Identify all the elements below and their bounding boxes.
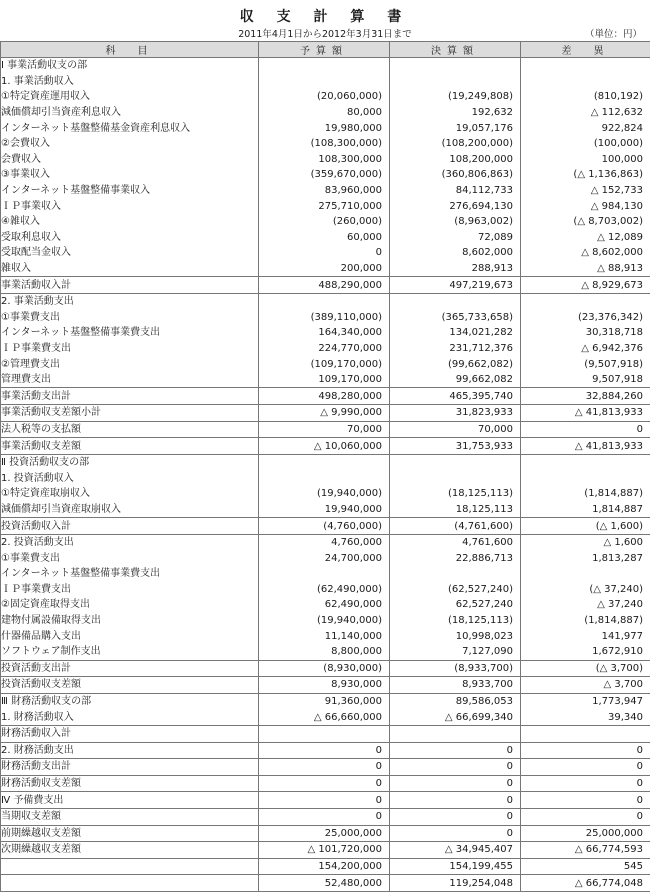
table-row xyxy=(1,310,650,326)
row-label: ＩＰ事業費支出 xyxy=(1,582,259,598)
row-label: インターネット基盤整備基金資産利息収入 xyxy=(1,120,259,136)
row-label: Ⅳ 予備費支出 xyxy=(1,792,259,809)
row-difference: △ 66,774,048 xyxy=(521,875,650,892)
table-row xyxy=(1,341,650,357)
header-actual: 決算額 xyxy=(390,42,521,58)
table-row xyxy=(1,792,650,809)
table-row xyxy=(1,644,650,660)
table-row xyxy=(1,261,650,277)
table-row xyxy=(1,550,650,566)
row-label: ③事業収入 xyxy=(1,167,259,183)
row-actual: (18,125,113) xyxy=(390,613,521,629)
row-difference xyxy=(521,454,650,470)
row-budget: △ 10,060,000 xyxy=(259,438,390,455)
row-label: 投資活動収入計 xyxy=(1,518,259,535)
row-actual: △ 66,699,340 xyxy=(390,709,521,725)
row-label: 雑収入 xyxy=(1,261,259,277)
row-budget: 11,140,000 xyxy=(259,628,390,644)
row-difference: 9,507,918 xyxy=(521,372,650,388)
unit-note: （単位：円） xyxy=(585,26,642,40)
row-difference: (23,376,342) xyxy=(521,310,650,326)
row-budget: 0 xyxy=(259,742,390,759)
row-label: ①事業費支出 xyxy=(1,550,259,566)
row-actual: 99,662,082 xyxy=(390,372,521,388)
row-budget: 0 xyxy=(259,245,390,261)
table-row xyxy=(1,875,650,892)
table-row xyxy=(1,421,650,438)
table-row xyxy=(1,198,650,214)
table-row xyxy=(1,325,650,341)
row-budget xyxy=(259,293,390,309)
table-row xyxy=(1,167,650,183)
row-actual: 0 xyxy=(390,792,521,809)
row-difference: 1,672,910 xyxy=(521,644,650,660)
table-row xyxy=(1,372,650,388)
row-label: 事業活動収支差額小計 xyxy=(1,405,259,422)
table-row xyxy=(1,214,650,230)
row-budget: 25,000,000 xyxy=(259,825,390,842)
row-actual: 8,933,700 xyxy=(390,677,521,694)
row-difference: △ 12,089 xyxy=(521,230,650,246)
row-difference: 0 xyxy=(521,759,650,776)
row-actual: (8,963,002) xyxy=(390,214,521,230)
table-row xyxy=(1,152,650,168)
row-actual: 288,913 xyxy=(390,261,521,277)
row-difference: 1,814,887 xyxy=(521,502,650,518)
table-row xyxy=(1,518,650,535)
row-label: 事業活動収入計 xyxy=(1,277,259,294)
row-difference: (△ 37,240) xyxy=(521,582,650,598)
row-difference: △ 6,942,376 xyxy=(521,341,650,357)
row-difference: (100,000) xyxy=(521,136,650,152)
table-row xyxy=(1,582,650,598)
row-label: 前期繰越収支差額 xyxy=(1,825,259,842)
row-budget: 224,770,000 xyxy=(259,341,390,357)
row-label xyxy=(1,858,259,875)
row-label: 投資活動収支差額 xyxy=(1,677,259,694)
row-difference xyxy=(521,725,650,742)
row-budget: (4,760,000) xyxy=(259,518,390,535)
row-budget: (8,930,000) xyxy=(259,660,390,677)
table-row xyxy=(1,388,650,405)
row-actual xyxy=(390,293,521,309)
row-difference: △ 41,813,933 xyxy=(521,405,650,422)
row-budget: 108,300,000 xyxy=(259,152,390,168)
row-difference: (△ 3,700) xyxy=(521,660,650,677)
table-row xyxy=(1,438,650,455)
row-actual: 4,761,600 xyxy=(390,534,521,550)
row-label xyxy=(1,875,259,892)
table-row xyxy=(1,120,650,136)
row-difference: (9,507,918) xyxy=(521,356,650,372)
row-budget: △ 66,660,000 xyxy=(259,709,390,725)
row-label: ②会費収入 xyxy=(1,136,259,152)
row-budget: 80,000 xyxy=(259,105,390,121)
row-actual xyxy=(390,470,521,486)
row-budget: 498,280,000 xyxy=(259,388,390,405)
row-difference: △ 3,700 xyxy=(521,677,650,694)
table-row xyxy=(1,230,650,246)
table-row xyxy=(1,775,650,792)
row-actual: (4,761,600) xyxy=(390,518,521,535)
row-budget: (19,940,000) xyxy=(259,613,390,629)
row-actual: 84,112,733 xyxy=(390,183,521,199)
row-actual: 10,998,023 xyxy=(390,628,521,644)
row-budget: 8,800,000 xyxy=(259,644,390,660)
row-actual: (19,249,808) xyxy=(390,89,521,105)
row-actual: 31,753,933 xyxy=(390,438,521,455)
row-label: 投資活動支出計 xyxy=(1,660,259,677)
row-difference: △ 66,774,593 xyxy=(521,842,650,859)
row-budget: 154,200,000 xyxy=(259,858,390,875)
row-difference: △ 88,913 xyxy=(521,261,650,277)
row-difference: △ 984,130 xyxy=(521,198,650,214)
row-budget: △ 9,990,000 xyxy=(259,405,390,422)
row-difference: 0 xyxy=(521,808,650,825)
row-label: 財務活動収支差額 xyxy=(1,775,259,792)
row-label: 1. 事業活動収入 xyxy=(1,74,259,90)
row-difference: (1,814,887) xyxy=(521,486,650,502)
row-budget: 200,000 xyxy=(259,261,390,277)
row-budget: 0 xyxy=(259,792,390,809)
row-budget xyxy=(259,74,390,90)
row-actual: (108,200,000) xyxy=(390,136,521,152)
row-budget: 8,930,000 xyxy=(259,677,390,694)
row-actual: 276,694,130 xyxy=(390,198,521,214)
row-label: 事業活動収支差額 xyxy=(1,438,259,455)
row-actual: (360,806,863) xyxy=(390,167,521,183)
row-label: 1. 投資活動収入 xyxy=(1,470,259,486)
row-budget: 24,700,000 xyxy=(259,550,390,566)
row-label: ④雑収入 xyxy=(1,214,259,230)
row-difference: △ 37,240 xyxy=(521,597,650,613)
row-budget: 60,000 xyxy=(259,230,390,246)
row-label: 次期繰越収支差額 xyxy=(1,842,259,859)
row-budget: 0 xyxy=(259,808,390,825)
row-difference: (△ 1,600) xyxy=(521,518,650,535)
row-budget: 62,490,000 xyxy=(259,597,390,613)
row-label: Ⅱ 投資活動収支の部 xyxy=(1,454,259,470)
row-actual: 154,199,455 xyxy=(390,858,521,875)
document-title: 収 支 計 算 書 xyxy=(0,6,650,26)
row-label: 建物付属設備取得支出 xyxy=(1,613,259,629)
row-label: ①特定資産運用収入 xyxy=(1,89,259,105)
row-budget: 70,000 xyxy=(259,421,390,438)
statement-table xyxy=(0,41,650,892)
row-difference: △ 1,600 xyxy=(521,534,650,550)
row-budget: 83,960,000 xyxy=(259,183,390,199)
row-budget: (108,300,000) xyxy=(259,136,390,152)
row-difference: 141,977 xyxy=(521,628,650,644)
table-row xyxy=(1,825,650,842)
row-actual: 8,602,000 xyxy=(390,245,521,261)
row-budget: 52,480,000 xyxy=(259,875,390,892)
row-label: インターネット基盤整備事業費支出 xyxy=(1,566,259,582)
table-row xyxy=(1,277,650,294)
row-budget: 4,760,000 xyxy=(259,534,390,550)
row-label: ②管理費支出 xyxy=(1,356,259,372)
row-difference: △ 8,602,000 xyxy=(521,245,650,261)
row-budget: (260,000) xyxy=(259,214,390,230)
row-difference: 32,884,260 xyxy=(521,388,650,405)
row-budget xyxy=(259,454,390,470)
row-budget: 275,710,000 xyxy=(259,198,390,214)
row-difference xyxy=(521,470,650,486)
row-difference: △ 8,929,673 xyxy=(521,277,650,294)
row-budget: 91,360,000 xyxy=(259,693,390,709)
table-row xyxy=(1,502,650,518)
row-label: ＩＰ事業費支出 xyxy=(1,341,259,357)
row-difference: 0 xyxy=(521,792,650,809)
row-actual xyxy=(390,566,521,582)
row-label: 管理費支出 xyxy=(1,372,259,388)
row-label: 2. 事業活動支出 xyxy=(1,293,259,309)
row-label: ＩＰ事業収入 xyxy=(1,198,259,214)
table-row xyxy=(1,486,650,502)
row-label: 財務活動収入計 xyxy=(1,725,259,742)
row-budget: 0 xyxy=(259,775,390,792)
table-row xyxy=(1,842,650,859)
row-budget: 19,980,000 xyxy=(259,120,390,136)
row-budget: 164,340,000 xyxy=(259,325,390,341)
table-row xyxy=(1,356,650,372)
row-actual: 62,527,240 xyxy=(390,597,521,613)
row-actual: 18,125,113 xyxy=(390,502,521,518)
table-row xyxy=(1,105,650,121)
row-difference: 100,000 xyxy=(521,152,650,168)
row-actual: 7,127,090 xyxy=(390,644,521,660)
row-budget xyxy=(259,566,390,582)
row-label: 受取配当金収入 xyxy=(1,245,259,261)
row-budget: △ 101,720,000 xyxy=(259,842,390,859)
row-label: 1. 財務活動収入 xyxy=(1,709,259,725)
table-row xyxy=(1,566,650,582)
row-label: 会費収入 xyxy=(1,152,259,168)
row-actual: 0 xyxy=(390,808,521,825)
table-row xyxy=(1,628,650,644)
table-row xyxy=(1,597,650,613)
row-actual: 0 xyxy=(390,775,521,792)
table-row xyxy=(1,470,650,486)
row-label: 事業活動支出計 xyxy=(1,388,259,405)
table-row xyxy=(1,742,650,759)
row-actual: (62,527,240) xyxy=(390,582,521,598)
row-difference: 1,773,947 xyxy=(521,693,650,709)
row-budget xyxy=(259,725,390,742)
row-actual: (365,733,658) xyxy=(390,310,521,326)
table-row xyxy=(1,89,650,105)
row-actual: (8,933,700) xyxy=(390,660,521,677)
row-label: インターネット基盤整備事業費支出 xyxy=(1,325,259,341)
row-label: 受取利息収入 xyxy=(1,230,259,246)
header-row xyxy=(1,42,650,58)
header-item: 科 目 xyxy=(1,42,259,58)
row-difference xyxy=(521,74,650,90)
row-budget: 19,940,000 xyxy=(259,502,390,518)
row-actual xyxy=(390,725,521,742)
row-actual: 119,254,048 xyxy=(390,875,521,892)
row-difference xyxy=(521,293,650,309)
row-label: 法人税等の支払額 xyxy=(1,421,259,438)
row-label: 減価償却引当資産利息収入 xyxy=(1,105,259,121)
row-actual xyxy=(390,454,521,470)
row-actual: 70,000 xyxy=(390,421,521,438)
table-row xyxy=(1,759,650,776)
row-budget: 109,170,000 xyxy=(259,372,390,388)
row-difference: 545 xyxy=(521,858,650,875)
row-difference: 0 xyxy=(521,775,650,792)
row-difference: 30,318,718 xyxy=(521,325,650,341)
row-actual: 108,200,000 xyxy=(390,152,521,168)
table-row xyxy=(1,58,650,74)
row-actual: 134,021,282 xyxy=(390,325,521,341)
row-budget: (389,110,000) xyxy=(259,310,390,326)
row-label: ソフトウェア制作支出 xyxy=(1,644,259,660)
row-actual: 19,057,176 xyxy=(390,120,521,136)
row-actual xyxy=(390,58,521,74)
row-difference: 1,813,287 xyxy=(521,550,650,566)
row-actual: 0 xyxy=(390,742,521,759)
row-actual: 231,712,376 xyxy=(390,341,521,357)
row-difference: (△ 8,703,002) xyxy=(521,214,650,230)
row-difference: 39,340 xyxy=(521,709,650,725)
row-label: Ⅲ 財務活動収支の部 xyxy=(1,693,259,709)
table-row xyxy=(1,808,650,825)
table-row xyxy=(1,534,650,550)
row-actual: 192,632 xyxy=(390,105,521,121)
table-row xyxy=(1,725,650,742)
row-difference: 0 xyxy=(521,742,650,759)
table-row xyxy=(1,858,650,875)
row-actual xyxy=(390,74,521,90)
row-difference: 25,000,000 xyxy=(521,825,650,842)
fiscal-period: 2011年4月1日から2012年3月31日まで xyxy=(0,26,650,40)
row-budget: (359,670,000) xyxy=(259,167,390,183)
row-difference xyxy=(521,58,650,74)
row-label: 当期収支差額 xyxy=(1,808,259,825)
row-difference: 0 xyxy=(521,421,650,438)
row-label: 什器備品購入支出 xyxy=(1,628,259,644)
table-row xyxy=(1,183,650,199)
row-label: インターネット基盤整備事業収入 xyxy=(1,183,259,199)
row-budget: (62,490,000) xyxy=(259,582,390,598)
row-actual: 497,219,673 xyxy=(390,277,521,294)
table-row xyxy=(1,293,650,309)
row-actual: 72,089 xyxy=(390,230,521,246)
row-actual: 465,395,740 xyxy=(390,388,521,405)
row-difference: △ 112,632 xyxy=(521,105,650,121)
row-difference: (810,192) xyxy=(521,89,650,105)
row-actual: 22,886,713 xyxy=(390,550,521,566)
row-budget xyxy=(259,58,390,74)
table-row xyxy=(1,709,650,725)
table-row xyxy=(1,405,650,422)
row-actual: 0 xyxy=(390,759,521,776)
table-row xyxy=(1,454,650,470)
row-label: 財務活動支出計 xyxy=(1,759,259,776)
row-label: Ⅰ 事業活動収支の部 xyxy=(1,58,259,74)
row-budget: 0 xyxy=(259,759,390,776)
table-row xyxy=(1,74,650,90)
table-row xyxy=(1,136,650,152)
header-budget: 予算額 xyxy=(259,42,390,58)
row-actual: 31,823,933 xyxy=(390,405,521,422)
row-actual: 0 xyxy=(390,825,521,842)
row-actual: (99,662,082) xyxy=(390,356,521,372)
row-label: ②固定資産取得支出 xyxy=(1,597,259,613)
row-label: 2. 財務活動支出 xyxy=(1,742,259,759)
row-actual: △ 34,945,407 xyxy=(390,842,521,859)
table-row xyxy=(1,693,650,709)
row-difference: △ 152,733 xyxy=(521,183,650,199)
row-difference: 922,824 xyxy=(521,120,650,136)
row-actual: (18,125,113) xyxy=(390,486,521,502)
row-budget xyxy=(259,470,390,486)
row-difference xyxy=(521,566,650,582)
row-actual: 89,586,053 xyxy=(390,693,521,709)
table-row xyxy=(1,660,650,677)
table-row xyxy=(1,245,650,261)
row-difference: △ 41,813,933 xyxy=(521,438,650,455)
row-label: 2. 投資活動支出 xyxy=(1,534,259,550)
row-budget: 488,290,000 xyxy=(259,277,390,294)
row-budget: (109,170,000) xyxy=(259,356,390,372)
table-row xyxy=(1,613,650,629)
row-label: ①事業費支出 xyxy=(1,310,259,326)
row-budget: (19,940,000) xyxy=(259,486,390,502)
row-difference: (1,814,887) xyxy=(521,613,650,629)
header-difference: 差 異 xyxy=(521,42,650,58)
table-row xyxy=(1,677,650,694)
row-label: ①特定資産取崩収入 xyxy=(1,486,259,502)
row-label: 減価償却引当資産取崩収入 xyxy=(1,502,259,518)
row-budget: (20,060,000) xyxy=(259,89,390,105)
row-difference: (△ 1,136,863) xyxy=(521,167,650,183)
